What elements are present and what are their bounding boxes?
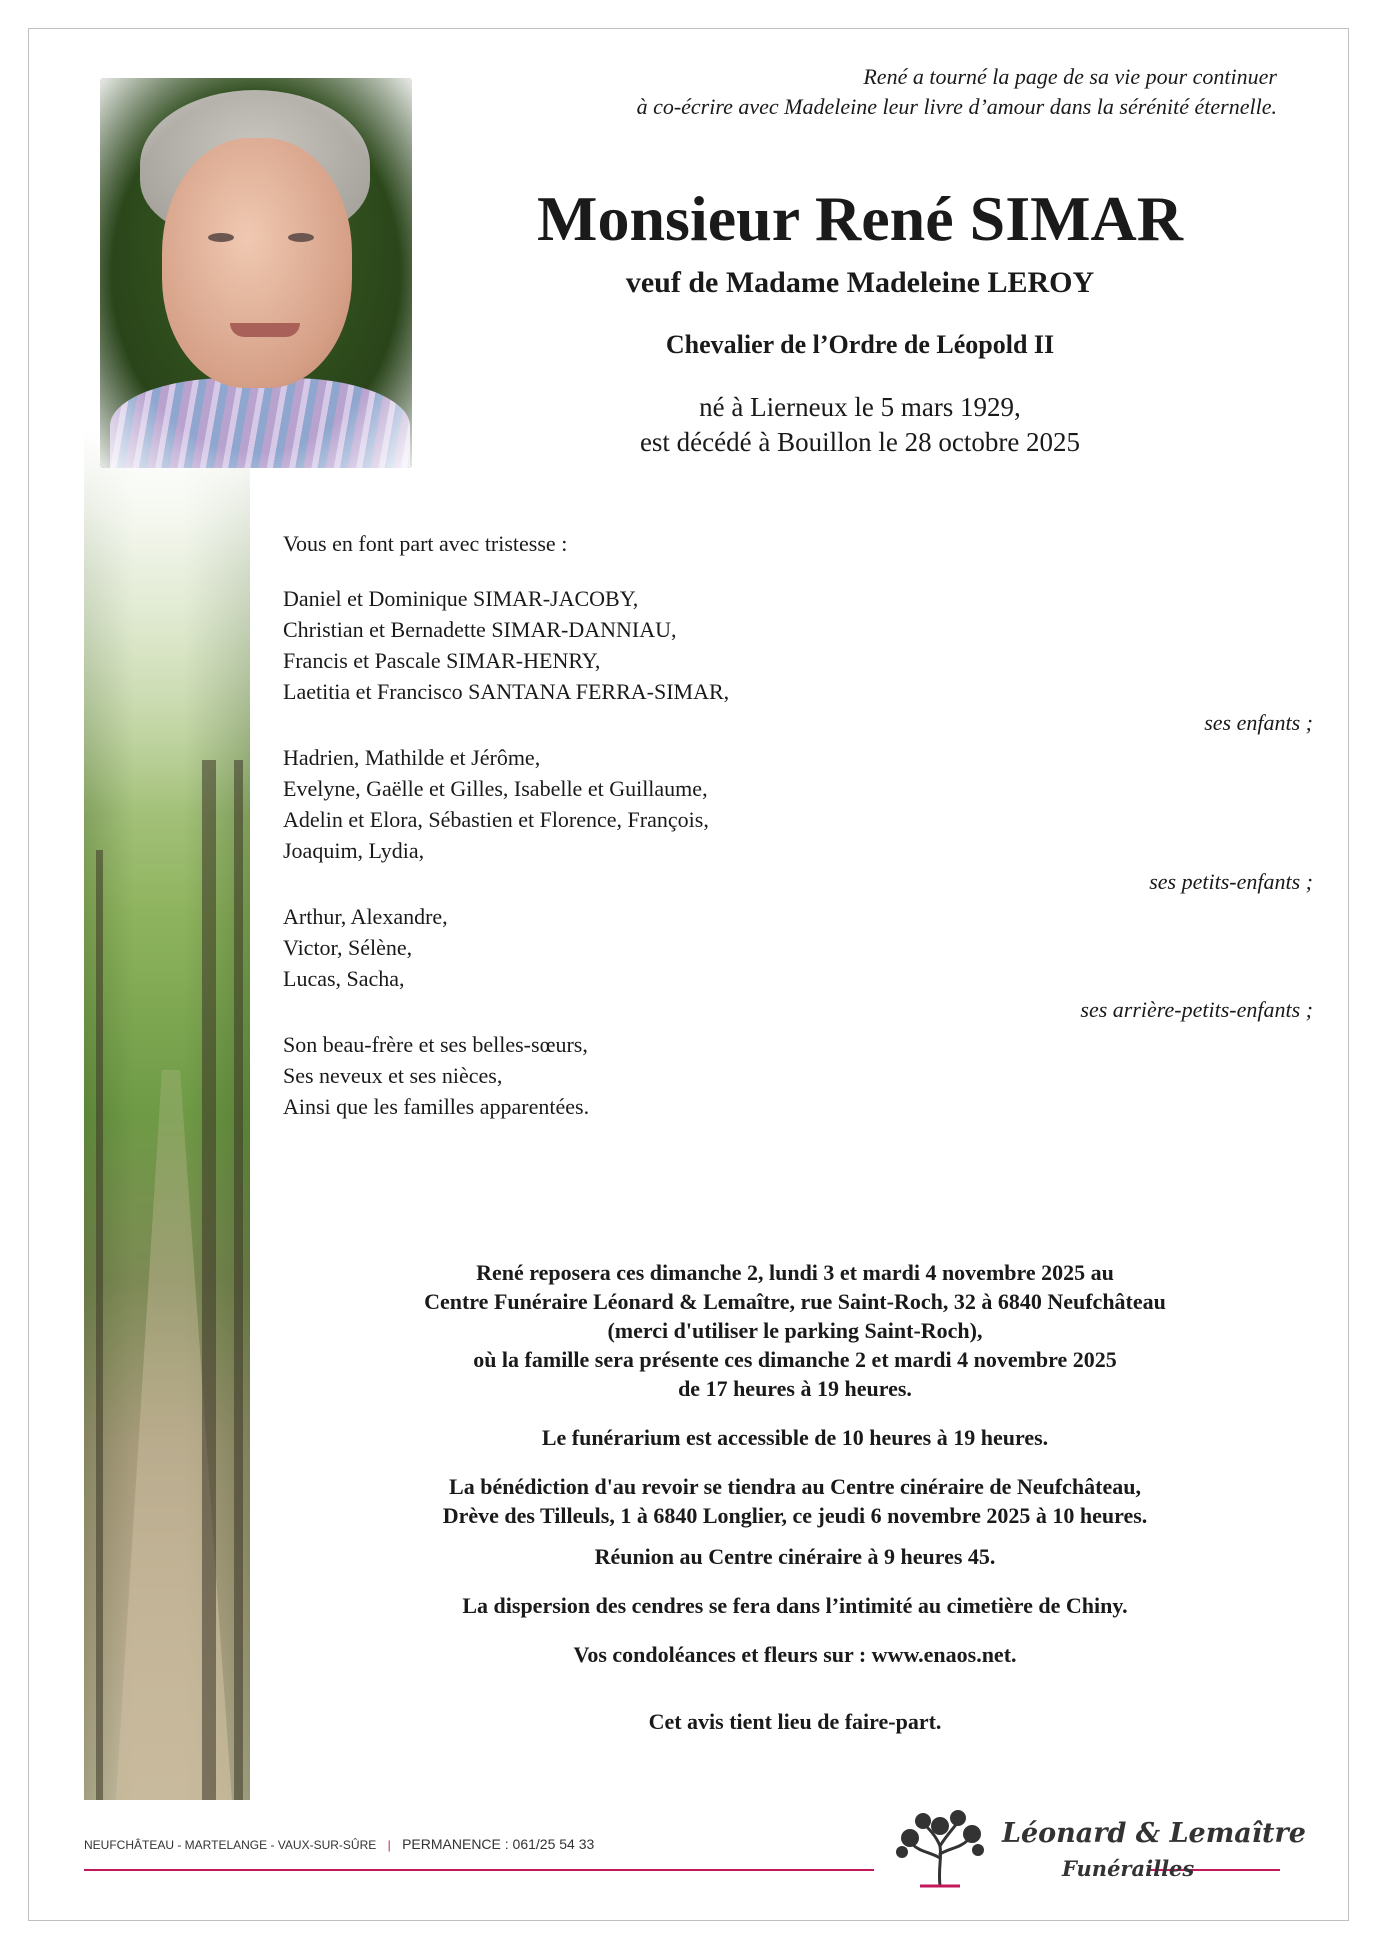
great-grandchildren-list (283, 901, 1313, 994)
quote-line: René a tourné la page de sa vie pour continuer (863, 64, 1277, 89)
tree-trunk (202, 760, 216, 1800)
relatives-list (283, 1029, 1313, 1122)
epitaph-quote (377, 62, 1277, 122)
spouse-line: veuf de Madame Madeleine LEROY (625, 266, 1095, 299)
footer-contact (84, 1836, 594, 1852)
ceremony-details (280, 1472, 1310, 1530)
list-item: Christian et Bernadette SIMAR-DANNIAU, (283, 617, 677, 642)
funeral-home-logo (890, 1808, 1306, 1888)
quote-line: à co-écrire avec Madeleine leur livre d’amour dans la sérénité éternelle. (636, 94, 1277, 119)
family-announcement (283, 528, 1313, 1122)
list-item: Francis et Pascale SIMAR-HENRY, (283, 648, 601, 673)
funeral-information (280, 1258, 1310, 1756)
meeting-time: Réunion au Centre cinéraire à 9 heures 45. (594, 1544, 996, 1569)
tree-trunk (234, 760, 243, 1800)
ceremony-line: La bénédiction d'au revoir se tiendra au Centre cinéraire de Neufchâteau, (449, 1474, 1141, 1499)
visitation-details (280, 1258, 1310, 1403)
distinction-line: Chevalier de l’Ordre de Léopold II (665, 330, 1055, 359)
birth-death-block (470, 390, 1250, 460)
brand-name: Léonard & Lemaître (1002, 1818, 1306, 1849)
children-role: ses enfants ; (1204, 710, 1313, 735)
grandchildren-role: ses petits-enfants ; (1149, 869, 1313, 894)
list-item: Adelin et Elora, Sébastien et Florence, François, (283, 807, 709, 832)
list-item: Ainsi que les familles apparentées. (283, 1094, 590, 1119)
list-item: Hadrien, Mathilde et Jérôme, (283, 745, 541, 770)
footer-separator: | (387, 1838, 391, 1852)
visitation-line: René reposera ces dimanche 2, lundi 3 et mardi 4 novembre 2025 au (476, 1260, 1114, 1285)
footer-locations: NEUFCHÂTEAU - MARTELANGE - VAUX-SUR-SÛRE (84, 1838, 377, 1852)
tree-trunk (96, 850, 103, 1800)
list-item: Evelyne, Gaëlle et Gilles, Isabelle et Guillaume, (283, 776, 708, 801)
portrait-photo (100, 78, 412, 468)
visitation-line: où la famille sera présente ces dimanche 2 et mardi 4 novembre 2025 (473, 1347, 1117, 1372)
grandchildren-list (283, 742, 1313, 866)
condolences-line: Vos condoléances et fleurs sur : www.enaos.net. (573, 1642, 1017, 1667)
list-item: Victor, Sélène, (283, 935, 413, 960)
notice-line: Cet avis tient lieu de faire-part. (648, 1709, 942, 1734)
family-intro: Vous en font part avec tristesse : (283, 531, 568, 556)
funerarium-hours: Le funérarium est accessible de 10 heures à 19 heures. (541, 1425, 1049, 1450)
visitation-line: (merci d'utiliser le parking Saint-Roch), (607, 1318, 983, 1343)
tree-logo-icon (890, 1808, 990, 1888)
birth-line: né à Lierneux le 5 mars 1929, (699, 392, 1021, 422)
great-grandchildren-role: ses arrière-petits-enfants ; (1080, 997, 1313, 1022)
children-list (283, 583, 1313, 707)
deceased-name: Monsieur René SIMAR (537, 183, 1183, 254)
footer-divider (84, 1869, 874, 1871)
visitation-line: Centre Funéraire Léonard & Lemaître, rue Saint-Roch, 32 à 6840 Neufchâteau (424, 1289, 1166, 1314)
ashes-dispersion: La dispersion des cendres se fera dans l’intimité au cimetière de Chiny. (462, 1593, 1128, 1618)
death-line: est décédé à Bouillon le 28 octobre 2025 (639, 427, 1081, 457)
list-item: Ses neveux et ses nièces, (283, 1063, 503, 1088)
list-item: Son beau-frère et ses belles-sœurs, (283, 1032, 588, 1057)
list-item: Joaquim, Lydia, (283, 838, 425, 863)
brand-subtitle: Funérailles (1062, 1856, 1195, 1881)
ceremony-line: Drève des Tilleuls, 1 à 6840 Longlier, ce jeudi 6 novembre 2025 à 10 heures. (442, 1503, 1148, 1528)
list-item: Arthur, Alexandre, (283, 904, 448, 929)
footer-permanence: PERMANENCE : 061/25 54 33 (402, 1836, 595, 1852)
portrait-vignette (100, 78, 412, 468)
list-item: Daniel et Dominique SIMAR-JACOBY, (283, 586, 639, 611)
path-shape (114, 1070, 234, 1800)
list-item: Lucas, Sacha, (283, 966, 405, 991)
visitation-line: de 17 heures à 19 heures. (678, 1376, 912, 1401)
list-item: Laetitia et Francisco SANTANA FERRA-SIMAR, (283, 679, 730, 704)
forest-path-image (84, 430, 250, 1800)
